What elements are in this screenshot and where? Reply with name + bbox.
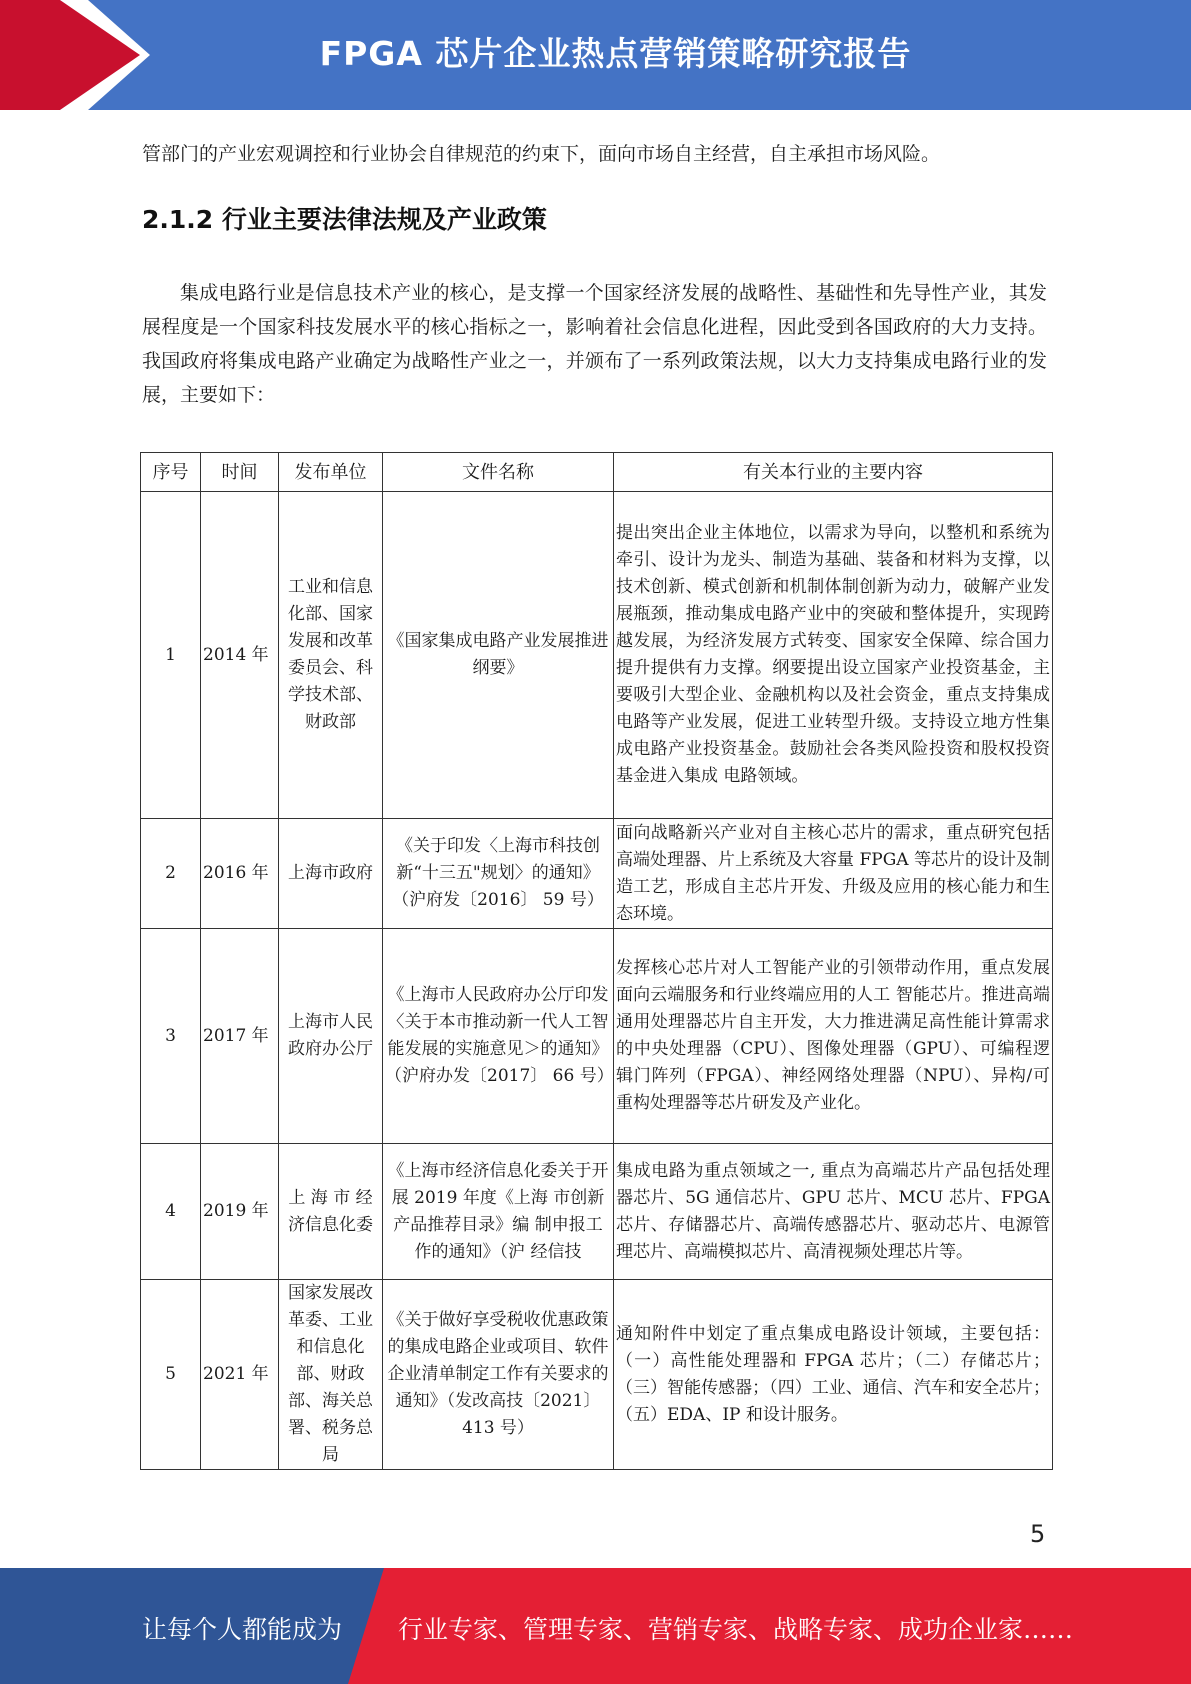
table-header-row [141, 453, 1053, 492]
row-content: 通知附件中划定了重点集成电路设计领域，主要包括：（一）高性能处理器和 FPGA 芯片；（二）存储芯片；（三）智能传感器；（四）工业、通信、汽车和安全芯片；（五）EDA、IP 和设计服务。 [614, 1280, 1053, 1470]
row-time: 2016 年 [201, 819, 279, 929]
header-band [0, 0, 1191, 110]
row-issuer: 上海市人民政府办公厅 [279, 929, 383, 1144]
footer-slogan-left: 让每个人都能成为 [142, 1615, 343, 1644]
row-content: 发挥核心芯片对人工智能产业的引领带动作用，重点发展面向云端服务和行业终端应用的人工 智能芯片。推进高端通用处理器芯片自主开发，大力推进满足高性能计算需求的中央处理器（CPU）、图像处理器（GPU）、可编程逻辑门阵列（FPGA）、神经网络处理器（NPU）、异构/可重构处理器等芯片研发及产业化。 [614, 929, 1053, 1144]
table-row [141, 929, 1053, 1144]
row-issuer: 国家发展改革委、工业和信息化部、财政部、海关总署、税务总局 [279, 1280, 383, 1470]
row-issuer: 上海市政府 [279, 819, 383, 929]
row-no: 3 [141, 929, 201, 1144]
header-issuer: 发布单位 [279, 453, 383, 492]
row-no: 4 [141, 1144, 201, 1280]
row-time: 2021 年 [201, 1280, 279, 1470]
row-doc: 《上海市人民政府办公厅印发〈关于本市推动新一代人工智能发展的实施意见＞的通知》（沪府办发〔2017〕 66 号） [383, 929, 614, 1144]
footer-slogan-right: 行业专家、管理专家、营销专家、战略专家、成功企业家…… [398, 1615, 1074, 1644]
row-doc: 《关于印发〈上海市科技创新“十三五"规划〉的通知》（沪府发〔2016〕 59 号） [383, 819, 614, 929]
row-no: 5 [141, 1280, 201, 1470]
table-row [141, 1144, 1053, 1280]
table-row [141, 492, 1053, 819]
header-content: 有关本行业的主要内容 [614, 453, 1053, 492]
row-time: 2017 年 [201, 929, 279, 1144]
row-issuer: 上 海 市 经济信息化委 [279, 1144, 383, 1280]
policy-table [140, 452, 1053, 1470]
row-doc: 《国家集成电路产业发展推进纲要》 [383, 492, 614, 819]
row-doc: 《关于做好享受税收优惠政策的集成电路企业或项目、软件企业清单制定工作有关要求的通知》（发改高技〔2021〕 413 号） [383, 1280, 614, 1470]
row-no: 1 [141, 492, 201, 819]
footer-band [0, 1568, 1191, 1684]
row-time: 2019 年 [201, 1144, 279, 1280]
page-number: 5 [1030, 1520, 1046, 1548]
table-row [141, 1280, 1053, 1470]
row-content: 面向战略新兴产业对自主核心芯片的需求，重点研究包括高端处理器、片上系统及大容量 FPGA 等芯片的设计及制造工艺，形成自主芯片开发、升级及应用的核心能力和生态环境。 [614, 819, 1053, 929]
header-doc: 文件名称 [383, 453, 614, 492]
row-no: 2 [141, 819, 201, 929]
row-content: 集成电路为重点领域之一, 重点为高端芯片产品包括处理器芯片、5G 通信芯片、GPU 芯片、MCU 芯片、FPGA 芯片、存储器芯片、高端传感器芯片、驱动芯片、电源管理芯片、高端模拟芯片、高清视频处理芯片等。 [614, 1144, 1053, 1280]
section-heading: 2.1.2 行业主要法律法规及产业政策 [142, 205, 547, 234]
row-content: 提出突出企业主体地位，以需求为导向，以整机和系统为牵引、设计为龙头、制造为基础、装备和材料为支撑，以技术创新、模式创新和机制体制创新为动力，破解产业发展瓶颈，推动集成电路产业中的突破和整体提升，实现跨越发展，为经济发展方式转变、国家安全保障、综合国力提升提供有力支撑。纲要提出设立国家产业投资基金，主要吸引大型企业、金融机构以及社会资金，重点支持集成电路等产业发展，促进工业转型升级。支持设立地方性集成电路产业投资基金。鼓励社会各类风险投资和股权投资基金进入集成 电路领域。 [614, 492, 1053, 819]
row-time: 2014 年 [201, 492, 279, 819]
intro-paragraph: 管部门的产业宏观调控和行业协会自律规范的约束下，面向市场自主经营，自主承担市场风险。 [142, 143, 941, 165]
row-issuer: 工业和信息化部、国家发展和改革委员会、科学技术部、财政部 [279, 492, 383, 819]
header-time: 时间 [201, 453, 279, 492]
header-no: 序号 [141, 453, 201, 492]
section-paragraph: 集成电路行业是信息技术产业的核心，是支撑一个国家经济发展的战略性、基础性和先导性产业，其发展程度是一个国家科技发展水平的核心指标之一，影响着社会信息化进程，因此受到各国政府的大力支持。我国政府将集成电路产业确定为战略性产业之一，并颁布了一系列政策法规，以大力支持集成电路行业的发展，主要如下： [142, 282, 1047, 406]
table-row [141, 819, 1053, 929]
report-title: FPGA 芯片企业热点营销策略研究报告 [319, 34, 912, 73]
row-doc: 《上海市经济信息化委关于开展 2019 年度《上海 市创新产品推荐目录》编 制申报工作的通知》（沪 经信技 [383, 1144, 614, 1280]
